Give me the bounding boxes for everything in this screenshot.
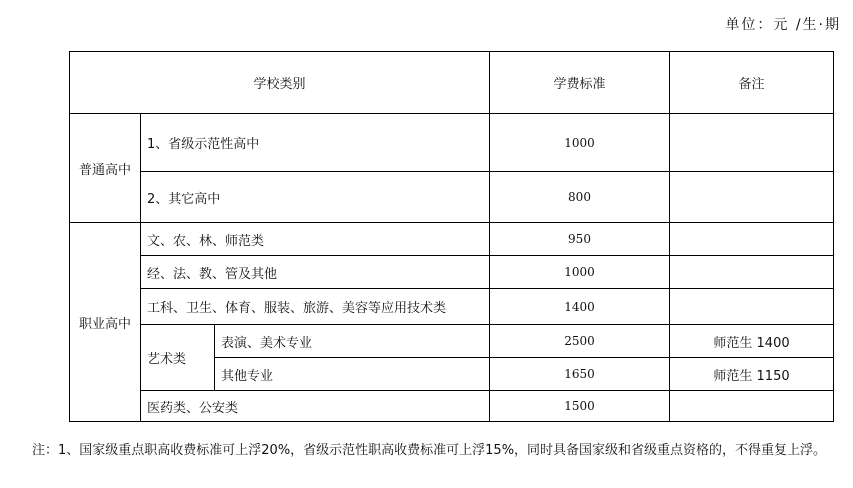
row-fee: 1000 bbox=[490, 256, 670, 289]
table-row bbox=[70, 223, 834, 256]
group-vocational: 职业高中 bbox=[70, 223, 141, 422]
row-fee: 1500 bbox=[490, 391, 670, 422]
row-remark bbox=[670, 289, 834, 325]
row-name: 表演、美术专业 bbox=[215, 325, 490, 358]
row-fee: 950 bbox=[490, 223, 670, 256]
header-fee: 学费标准 bbox=[490, 52, 670, 114]
row-fee: 1400 bbox=[490, 289, 670, 325]
table-header-row bbox=[70, 52, 834, 114]
row-fee: 1650 bbox=[490, 358, 670, 391]
row-remark bbox=[670, 256, 834, 289]
table-row bbox=[70, 256, 834, 289]
subgroup-arts: 艺术类 bbox=[141, 325, 215, 391]
footnote: 注：1、国家级重点职高收费标准可上浮20%，省级示范性职高收费标准可上浮15%，同时具备国家级和省级重点资格的，不得重复上浮。 bbox=[32, 443, 827, 458]
fee-table bbox=[69, 51, 834, 422]
row-name: 2、其它高中 bbox=[141, 172, 490, 223]
row-remark: 师范生 1150 bbox=[670, 358, 834, 391]
row-remark bbox=[670, 172, 834, 223]
row-name: 文、农、林、师范类 bbox=[141, 223, 490, 256]
row-fee: 1000 bbox=[490, 114, 670, 172]
group-general: 普通高中 bbox=[70, 114, 141, 223]
row-remark bbox=[670, 391, 834, 422]
header-remark: 备注 bbox=[670, 52, 834, 114]
table-row bbox=[70, 289, 834, 325]
unit-label: 单位：元 /生·期 bbox=[725, 17, 841, 33]
table-row bbox=[70, 114, 834, 172]
table-row bbox=[70, 391, 834, 422]
row-remark bbox=[670, 223, 834, 256]
row-name: 其他专业 bbox=[215, 358, 490, 391]
row-fee: 800 bbox=[490, 172, 670, 223]
row-remark bbox=[670, 114, 834, 172]
header-category: 学校类别 bbox=[70, 52, 490, 114]
row-name: 医药类、公安类 bbox=[141, 391, 490, 422]
row-name: 经、法、教、管及其他 bbox=[141, 256, 490, 289]
table-row bbox=[70, 172, 834, 223]
table-row bbox=[70, 325, 834, 358]
row-remark: 师范生 1400 bbox=[670, 325, 834, 358]
row-name: 工科、卫生、体育、服装、旅游、美容等应用技术类 bbox=[141, 289, 490, 325]
row-name: 1、省级示范性高中 bbox=[141, 114, 490, 172]
row-fee: 2500 bbox=[490, 325, 670, 358]
